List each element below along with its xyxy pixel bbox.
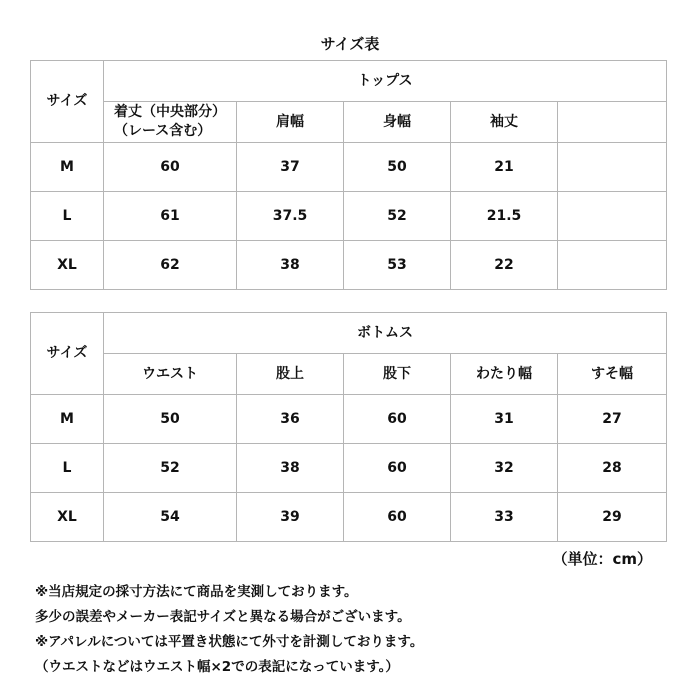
- table-row: [31, 192, 667, 241]
- size-header: サイズ: [31, 313, 104, 395]
- bottoms-group-header: ボトムス: [104, 313, 667, 354]
- column-header: 股下: [344, 354, 451, 395]
- column-header: 肩幅: [237, 102, 344, 143]
- table-cell: 60: [344, 493, 451, 542]
- table-cell: 60: [344, 444, 451, 493]
- table-cell: 50: [104, 395, 237, 444]
- table-cell: 37.5: [237, 192, 344, 241]
- note-line: （ウエストなどはウエスト幅×2での表記になっています。）: [35, 659, 399, 675]
- table-cell: 60: [104, 143, 237, 192]
- notes: [35, 580, 423, 680]
- table-cell: 29: [558, 493, 667, 542]
- column-header: わたり幅: [451, 354, 558, 395]
- table-cell: 38: [237, 444, 344, 493]
- table-cell: 21.5: [451, 192, 558, 241]
- column-header: [558, 102, 667, 143]
- table-cell: [558, 241, 667, 290]
- table-row: [31, 493, 667, 542]
- page-title: サイズ表: [320, 35, 380, 53]
- bottoms-size-table: [30, 312, 667, 542]
- table-cell: 36: [237, 395, 344, 444]
- row-size-label: L: [31, 192, 104, 241]
- table-cell: 52: [344, 192, 451, 241]
- note-line: 多少の誤差やメーカー表記サイズと異なる場合がございます。: [35, 609, 411, 625]
- table-cell: 53: [344, 241, 451, 290]
- column-header-text: 着丈（中央部分） （レース含む）: [114, 104, 226, 139]
- table-cell: 22: [451, 241, 558, 290]
- column-header: [104, 102, 237, 143]
- table-cell: 52: [104, 444, 237, 493]
- table-cell: 31: [451, 395, 558, 444]
- column-header: すそ幅: [558, 354, 667, 395]
- table-row: [31, 143, 667, 192]
- table-cell: 62: [104, 241, 237, 290]
- note-line: ※当店規定の採寸方法にて商品を実測しております。: [35, 584, 358, 600]
- table-cell: [558, 192, 667, 241]
- tops-group-header: トップス: [104, 61, 667, 102]
- size-header: サイズ: [31, 61, 104, 143]
- table-cell: 37: [237, 143, 344, 192]
- row-size-label: M: [31, 143, 104, 192]
- table-cell: 33: [451, 493, 558, 542]
- row-size-label: M: [31, 395, 104, 444]
- table-row: [31, 241, 667, 290]
- unit-label: （単位：cm）: [552, 550, 652, 568]
- table-row: [31, 395, 667, 444]
- tops-size-table: [30, 60, 667, 290]
- column-header: 身幅: [344, 102, 451, 143]
- row-size-label: XL: [31, 493, 104, 542]
- table-cell: 28: [558, 444, 667, 493]
- row-size-label: XL: [31, 241, 104, 290]
- table-cell: 38: [237, 241, 344, 290]
- table-cell: 50: [344, 143, 451, 192]
- table-cell: 54: [104, 493, 237, 542]
- column-header: ウエスト: [104, 354, 237, 395]
- table-cell: 39: [237, 493, 344, 542]
- table-cell: 21: [451, 143, 558, 192]
- table-cell: 60: [344, 395, 451, 444]
- table-cell: 32: [451, 444, 558, 493]
- table-row: [31, 444, 667, 493]
- row-size-label: L: [31, 444, 104, 493]
- note-line: ※アパレルについては平置き状態にて外寸を計測しております。: [35, 634, 424, 650]
- table-cell: 27: [558, 395, 667, 444]
- table-cell: 61: [104, 192, 237, 241]
- column-header: 股上: [237, 354, 344, 395]
- column-header: 袖丈: [451, 102, 558, 143]
- table-cell: [558, 143, 667, 192]
